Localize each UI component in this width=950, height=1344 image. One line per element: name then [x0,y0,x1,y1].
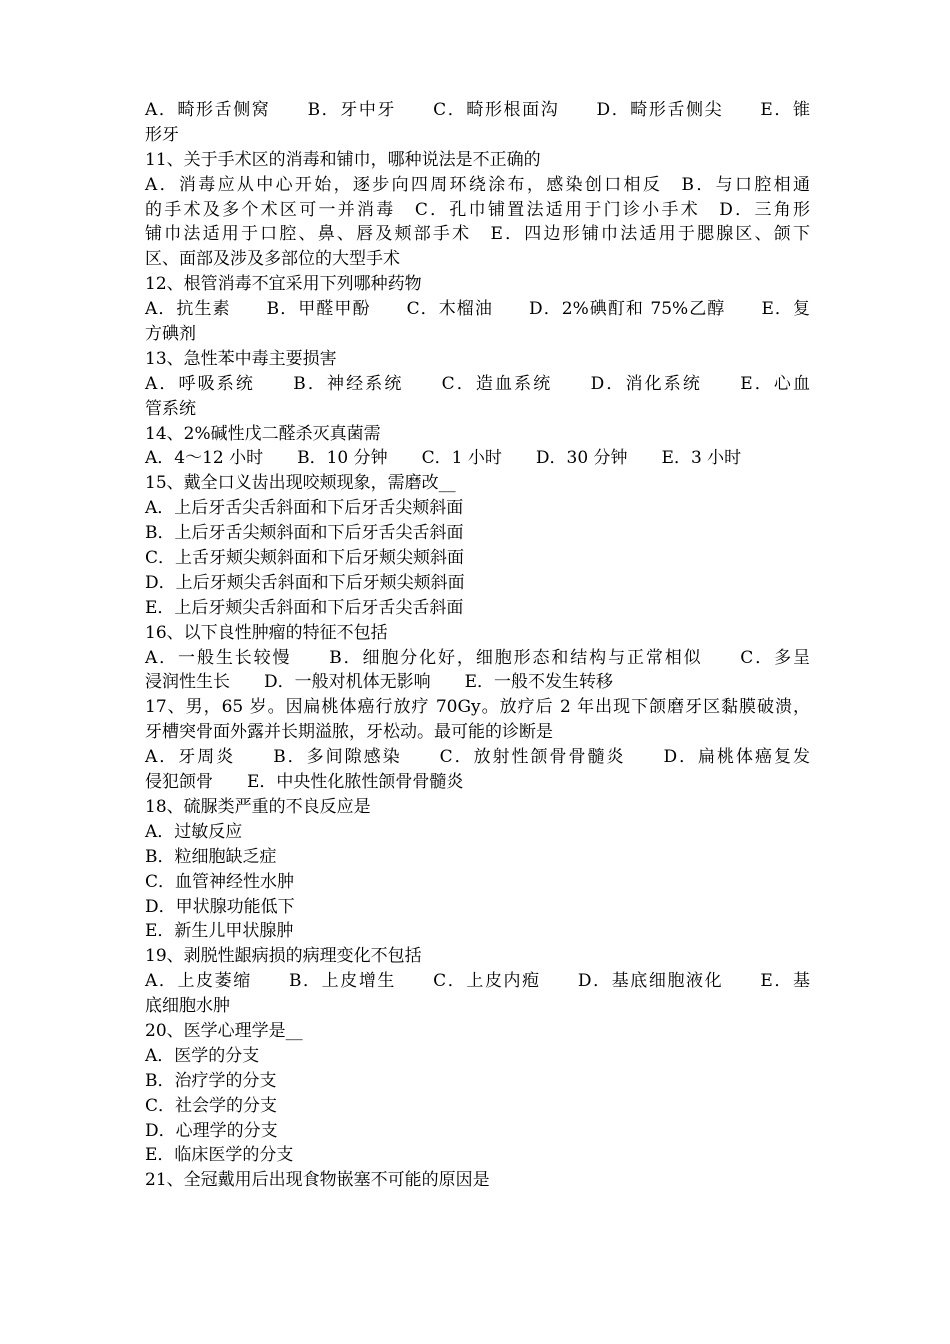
text-line: A．畸形舌侧窝 B．牙中牙 C．畸形根面沟 D．畸形舌侧尖 E．锥 [145,100,810,120]
text-line: 侵犯颌骨 E．中央性化脓性颌骨骨髓炎 [145,772,464,793]
text-line: 19、剥脱性龈病损的病理变化不包括 [145,946,422,967]
text-line: C．上舌牙颊尖颊斜面和下后牙颊尖颊斜面 [145,548,465,569]
text-line: 13、急性苯中毒主要损害 [145,348,337,369]
text-line: 20、医学心理学是__ [145,1020,303,1041]
text-line: A．上皮萎缩 B．上皮增生 C．上皮内疱 D．基底细胞液化 E．基 [145,971,810,992]
text-line: D．上后牙颊尖舌斜面和下后牙颊尖颊斜面 [145,572,465,593]
text-line: D．心理学的分支 [145,1120,278,1141]
text-line: 15、戴全口义齿出现咬颊现象，需磨改__ [145,473,456,494]
text-line: A．抗生素 B．甲醛甲酚 C．木榴油 D．2%碘酊和 75%乙醇 E．复 [145,299,810,320]
document-body [145,98,810,1193]
text-line: B．粒细胞缺乏症 [145,846,277,867]
text-line: 16、以下良性肿瘤的特征不包括 [145,622,388,643]
text-line: 14、2%碱性戊二醛杀灭真菌需 [145,423,381,444]
text-line: C．社会学的分支 [145,1095,278,1116]
text-line: B．治疗学的分支 [145,1070,277,1091]
text-line: 区、面部及涉及多部位的大型手术 [145,249,400,270]
text-line: A．医学的分支 [145,1045,260,1066]
text-line: 12、根管消毒不宜采用下列哪种药物 [145,274,422,295]
text-line: 17、男，65 岁。因扁桃体癌行放疗 70Gy。放疗后 2 年出现下颌磨牙区黏膜破溃， [145,697,810,718]
text-line: 底细胞水肿 [145,996,230,1017]
text-line: A．呼吸系统 B．神经系统 C．造血系统 D．消化系统 E．心血 [145,373,810,394]
text-line: A．4～12 小时 B．10 分钟 C．1 小时 D．30 分钟 E．3 小时 [145,448,742,469]
text-line: 18、硫脲类严重的不良反应是 [145,796,371,817]
text-line: E．临床医学的分支 [145,1145,294,1166]
text-line: A．牙周炎 B．多间隙感染 C．放射性颌骨骨髓炎 D．扁桃体癌复发 [145,747,810,768]
text-line: A．过敏反应 [145,821,243,842]
text-line: 浸润性生长 D．一般对机体无影响 E．一般不发生转移 [145,672,614,693]
text-line: 的手术及多个术区可一并消毒 C．孔巾铺置法适用于门诊小手术 D．三角形 [145,199,810,220]
text-line: E．上后牙颊尖舌斜面和下后牙舌尖舌斜面 [145,597,464,618]
text-line: 铺巾法适用于口腔、鼻、唇及颊部手术 E．四边形铺巾法适用于腮腺区、颌下 [145,224,810,245]
text-line: 形牙 [145,124,179,145]
text-line: D．甲状腺功能低下 [145,896,295,917]
text-line: B．上后牙舌尖颊斜面和下后牙舌尖舌斜面 [145,523,464,544]
text-line: E．新生儿甲状腺肿 [145,921,294,942]
text-line: 11、关于手术区的消毒和铺巾，哪种说法是不正确的 [145,149,541,170]
text-line: A．上后牙舌尖舌斜面和下后牙舌尖颊斜面 [145,498,464,519]
text-line: 方碘剂 [145,324,196,345]
text-line: A．一般生长较慢 B．细胞分化好，细胞形态和结构与正常相似 C．多呈 [145,647,810,668]
text-line: 牙槽突骨面外露并长期溢脓，牙松动。最可能的诊断是 [145,722,553,743]
text-line: C．血管神经性水肿 [145,871,295,892]
text-line: 管系统 [145,398,196,419]
text-line: 21、全冠戴用后出现食物嵌塞不可能的原因是 [145,1170,490,1191]
text-line: A．消毒应从中心开始，逐步向四周环绕涂布，感染创口相反 B．与口腔相通 [145,174,810,195]
